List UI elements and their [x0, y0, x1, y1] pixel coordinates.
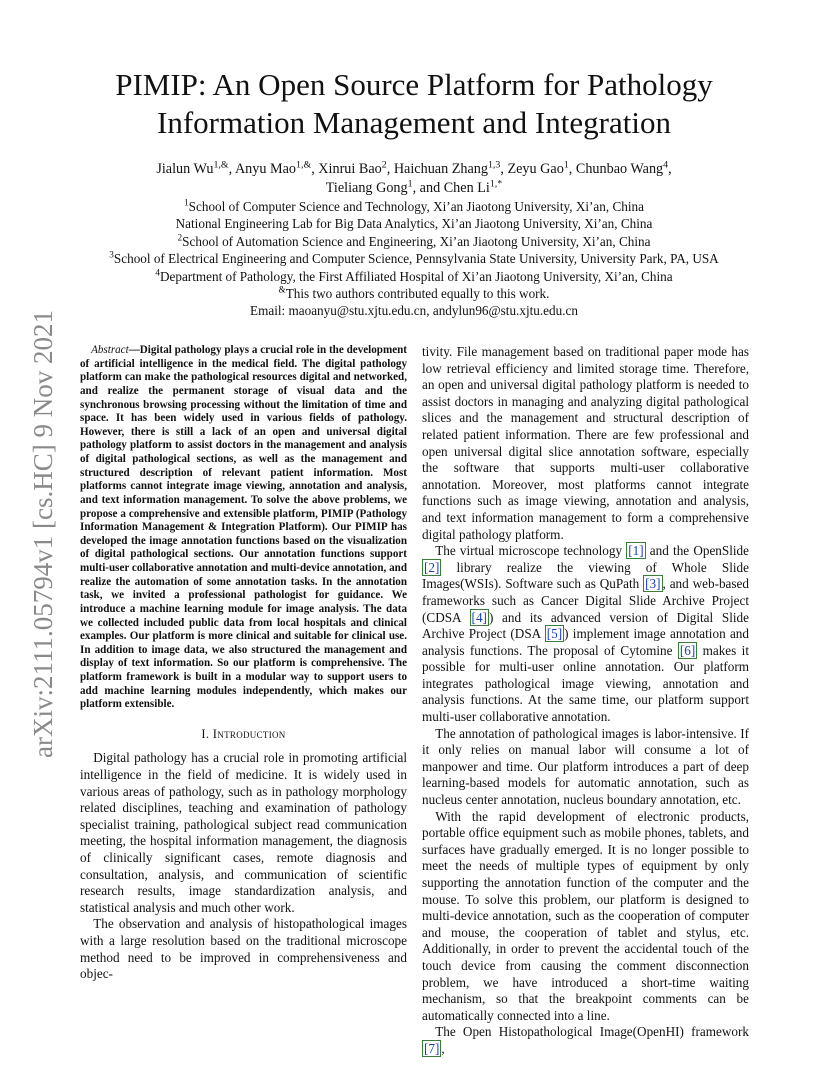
- author: Chunbao Wang$^4$: [575, 159, 669, 177]
- author: Tieliang Gong$^1$: [325, 178, 413, 196]
- citation-link[interactable]: [6]: [679, 642, 696, 658]
- paragraph: With the rapid development of electronic products, portable office equipment such as mobile phones, tablets, and surfaces have gradually emerged. It is no longer possible to meet the needs of multiple types of equipment by only supporting the annotation function of the computer and the mouse. To solve this problem, our platform is designed to multi-device annotation, such as the cooperation of computer and mouse, the cooperation of tablet and stylus, etc. Additionally, in order to prevent the accidental touch of the touch device from causing the comment disconnection problem, we have introduced a short-time waiting mechanism, so that the breakpoint comments can be automatically connected into a line.: [422, 808, 749, 1023]
- author-list: Jialun $Wu^{1,\&}$, Anyu Mao$^{1,\&}$, Xinrui Bao$^2$, Haichuan Zhang$^{1,3}$, Zeyu Gao$^1$, Chunbao Wang$^4$, Tieliang Gong$^1$, and Chen $Li^{1,*}$: [156, 159, 672, 196]
- arxiv-id-text: arXiv:2111.05794v1 [cs.HC] 9 Nov 2021: [28, 310, 58, 758]
- citation-link[interactable]: [7]: [424, 1040, 440, 1056]
- affiliation: $^3$School of Electrical Engineering and Computer Science, Pennsylvania State University, University Park, PA, USA: [109, 249, 719, 267]
- arxiv-identifier-sidebar: [16, 290, 60, 758]
- paragraph: Digital pathology has a crucial role in promoting artificial intelligence in the field of medicine. It is widely used in various areas of pathology, such as in pathology morphology related disciplines, teaching and examination of pathology specialist training, pathological subject read communication meeting, the hospital information management, the diagnosis of clinically significant cases, remote diagnosis and consultation, analysis, and communication of scientific research results, image standardization analysis, and statistical analysis and much other work.: [80, 750, 407, 915]
- left-column: [80, 344, 407, 983]
- equal-contribution-note: &This two authors contributed equally to this work.: [278, 284, 550, 302]
- affiliation: National Engineering Lab for Big Data Analytics, Xi’an Jiaotong University, Xi’an, China: [175, 216, 653, 232]
- abstract-label: Abstract: [91, 344, 129, 356]
- paragraph: tivity. File management based on traditional paper mode has low retrieval efficiency and limited storage time. Therefore, an open and universal digital pathology platform is needed to assist doctors in managing and analyzing digital pathological slices and the management and structural description of related patient information. There are few professional and open universal digital slice annotation software, especially the software that supports multi-user collaborative annotation. Moreover, most platforms cannot integrate functions such as image viewing, annotation and analysis, and text information management to form a comprehensive digital pathology platform.: [422, 344, 749, 542]
- contact-email: Email: maoanyu@stu.xjtu.edu.cn, andylun96@stu.xjtu.edu.cn: [250, 303, 578, 319]
- citation-link[interactable]: [3]: [645, 576, 661, 592]
- abstract: [80, 344, 407, 712]
- title-line-1: PIMIP: An Open Source Platform for Pathology: [115, 67, 713, 102]
- section-heading-introduction: I. Introduction: [201, 726, 286, 741]
- paper-title: [80, 66, 748, 142]
- citation-link[interactable]: [1]: [628, 543, 644, 559]
- author: Jialun $Wu^{1,\&}$: [156, 159, 229, 177]
- paragraph: The observation and analysis of histopathological images with a large resolution based on the traditional microscope method need to be improved in comprehensiveness and objec-: [80, 916, 407, 982]
- citation-link[interactable]: [5]: [546, 626, 563, 642]
- paragraph: The Open Histopathological Image(OpenHI) framework [7] ,: [424, 1024, 749, 1056]
- affiliation-list: [60, 198, 768, 320]
- author: Xinrui Bao$^2$: [318, 159, 387, 177]
- author: Zeyu Gao$^1$: [507, 159, 569, 177]
- author: Haichuan Zhang$^{1,3}$: [393, 159, 501, 177]
- author: Chen $Li^{1,*}$: [443, 178, 503, 196]
- abstract-text: —Digital pathology plays a crucial role in the development of artificial intelligence in the medical field. The digital pathology platform can make the pathological resources digital and networked, and realize the permanent storage of visual data and the synchronous browsing processing without the limitation of time and space. It has been widely used in various fields of pathology. However, there is still a lack of an open and universal digital pathology platform to assist doctors in the management and analysis of digital pathological sections, as well as the management and structured description of relevant patient information. Most platforms cannot integrate image viewing, annotation and analysis, and text information management. To solve the above problems, we propose a comprehensive and extensible platform, PIMIP (Pathology Information Management & Integration Platform). Our PIMIP has developed the image annotation functions based on the visualization of digital pathological sections. Our annotation functions support multi-user collaborative annotation and multi-device annotation, and realize the automation of some annotation tasks. In the annotation task, we invited a professional pathologist for guidance. We introduce a machine learning module for image analysis. The data we collected included public data from local hospitals and clinical examples. Our platform is more clinical and suitable for clinical use. In addition to image data, we also structured the management and display of text information. So our platform is comprehensive. The platform framework is built in a modular way to support users to add machine learning modules independently, which makes our platform extensible.: [80, 344, 407, 711]
- title-line-2: Information Management and Integration: [157, 105, 671, 140]
- paragraph: The annotation of pathological images is labor-intensive. If it only relies on manual labor will consume a lot of manpower and time. Our platform introduces a part of deep learning-based models for automatic annotation, such as nucleus center annotation, nucleus boundary annotation, etc.: [422, 725, 749, 808]
- paragraph: The virtual microscope technology [1] and the OpenSlide [2] library realize the viewing of Whole Slide Images(WSIs). Software such as QuPath [3] , and web-based frameworks such as Cancer Digital Slide Archive Project (CDSA [4] ) and its advanced version of Digital Slide Archive Project (DSA [5] ) implement image annotation and analysis functions. The proposal of Cytomine [6] makes it possible for multi-user online annotation. Our platform integrates pathological image viewing, annotation and analysis functions. At the same time, our platform support multi-user collaborative annotation.: [422, 543, 750, 725]
- citation-link[interactable]: [4]: [471, 609, 487, 625]
- affiliation: $^1$School of Computer Science and Technology, Xi’an Jiaotong University, Xi’an, China: [184, 197, 644, 214]
- right-column: [422, 344, 749, 1058]
- citation-link[interactable]: [2]: [424, 559, 440, 575]
- author: Anyu Mao$^{1,\&}$: [234, 159, 312, 177]
- affiliation: $^2$School of Automation Science and Engineering, Xi’an Jiaotong University, Xi’an, China: [177, 232, 651, 249]
- affiliation: $^4$Department of Pathology, the First Affiliated Hospital of Xi’an Jiaotong University, Xi’an, China: [155, 267, 673, 284]
